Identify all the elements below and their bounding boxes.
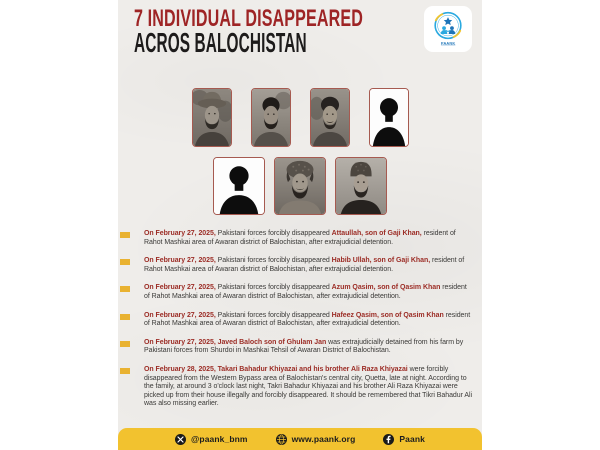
incident-paragraph-5 [144,339,472,356]
incident-list [118,230,482,419]
photo-attaullah [192,88,232,147]
incident-paragraph-6 [144,366,472,409]
logo-org-name: PAANK [440,41,456,46]
incident-paragraph-2 [144,257,472,274]
bullet-marker [120,368,130,374]
incident-date: On February 27, 2025, [144,230,216,237]
globe-icon [276,434,287,445]
incident-name: Hafeez Qasim, son of Qasim Khan [331,311,444,319]
portrait-photo [252,89,290,146]
portrait-photo [275,158,325,214]
photo-placeholder-2 [213,157,265,215]
footer-social-x [175,434,248,445]
portrait-photo [193,89,231,146]
incident-text: resident of Rahot Mashkai area of Awaran district of Balochistan, after extrajudicial detention. [144,230,456,246]
photo-azum-qasim [310,88,350,147]
footer-website [276,434,356,445]
incident-date: On February 27, 2025, [144,311,216,319]
incident-text: Pakistani forces forcibly disappeared [215,230,332,237]
photo-row-2 [118,157,482,215]
photo-habib-ullah [251,88,291,147]
portrait-photo [336,158,386,214]
incident-text: resident of Rahot Mashkai area of Awaran district of Balochistan, after extrajudicial detention. [144,284,467,300]
incident-paragraph-1 [144,230,472,247]
incident-date: On February 27, 2025, Javed Baloch son of Ghulam Jan [144,338,327,346]
title-line-1: 7 INDIVIDUAL DISAPPEARED [134,5,363,32]
incident-paragraph-3 [144,284,472,301]
incident-name: Habib Ullah, son of Gaji Khan, [331,257,431,265]
person-silhouette-icon [370,89,408,146]
incident-text: Pakistani forces forcibly disappeared [215,284,332,292]
bullet-marker [120,259,130,265]
incident-text: Pakistani forces forcibly disappeared [215,311,332,319]
photo-takari-bahadur [335,157,387,215]
person-silhouette-icon [214,158,264,214]
footer-facebook-name: Paank [399,434,425,444]
facebook-icon [383,434,394,445]
incident-name: Attaullah, son of Gaji Khan, [331,230,422,237]
incident-date: On February 28, 2025, Takari Bahadur Khiyazai and his brother Ali Raza Khiyazai [144,365,408,373]
photo-placeholder-1 [369,88,409,147]
incident-paragraph-4 [144,312,472,329]
incident-text: Pakistani forces forcibly disappeared [215,257,332,265]
x-social-icon [175,434,186,445]
incident-text: resident of Rahot Mashkai area of Awaran district of Balochistan, after extrajudicial detention. [144,257,465,273]
incident-name: Azum Qasim, son of Qasim Khan [331,284,441,292]
footer-website-url: www.paank.org [291,434,356,444]
incident-date: On February 27, 2025, [144,257,216,265]
photo-javed-baloch [274,157,326,215]
incident-text: was extrajudicially detained from his farm by Pakistani forces from Shurdoi in Mashkai Tehsil of Awaran District of Balochistan. [144,338,464,355]
bullet-marker [120,286,130,292]
paank-logo [424,6,472,52]
incident-text: were forcibly disappeared from the Western Bypass area of Balochistan's central city, Quetta, late at night. According to the family, at around 3 o'clock last night, Takri Bahadur Khiyazai and his brother Ali Raza Khiyazai were picked up from their house illegally and forcibly disappeared. It should be remembered that Tikri Bahadur Ali was also missing earlier. [144,365,473,408]
missing-persons-poster [118,0,482,450]
footer-facebook [383,434,425,445]
title-line-2: ACROS BALOCHISTAN [134,27,307,58]
footer-bar [118,428,482,450]
incident-text: resident of Rahot Mashkai area of Awaran district of Balochistan, after extrajudicial detention. [144,311,471,328]
bullet-marker [120,314,130,320]
bullet-marker [120,341,130,347]
bullet-marker [120,232,130,238]
portrait-photo [311,89,349,146]
incident-date: On February 27, 2025, [144,284,216,292]
footer-x-handle: @paank_bnm [191,434,248,444]
photo-row-1 [118,88,482,147]
